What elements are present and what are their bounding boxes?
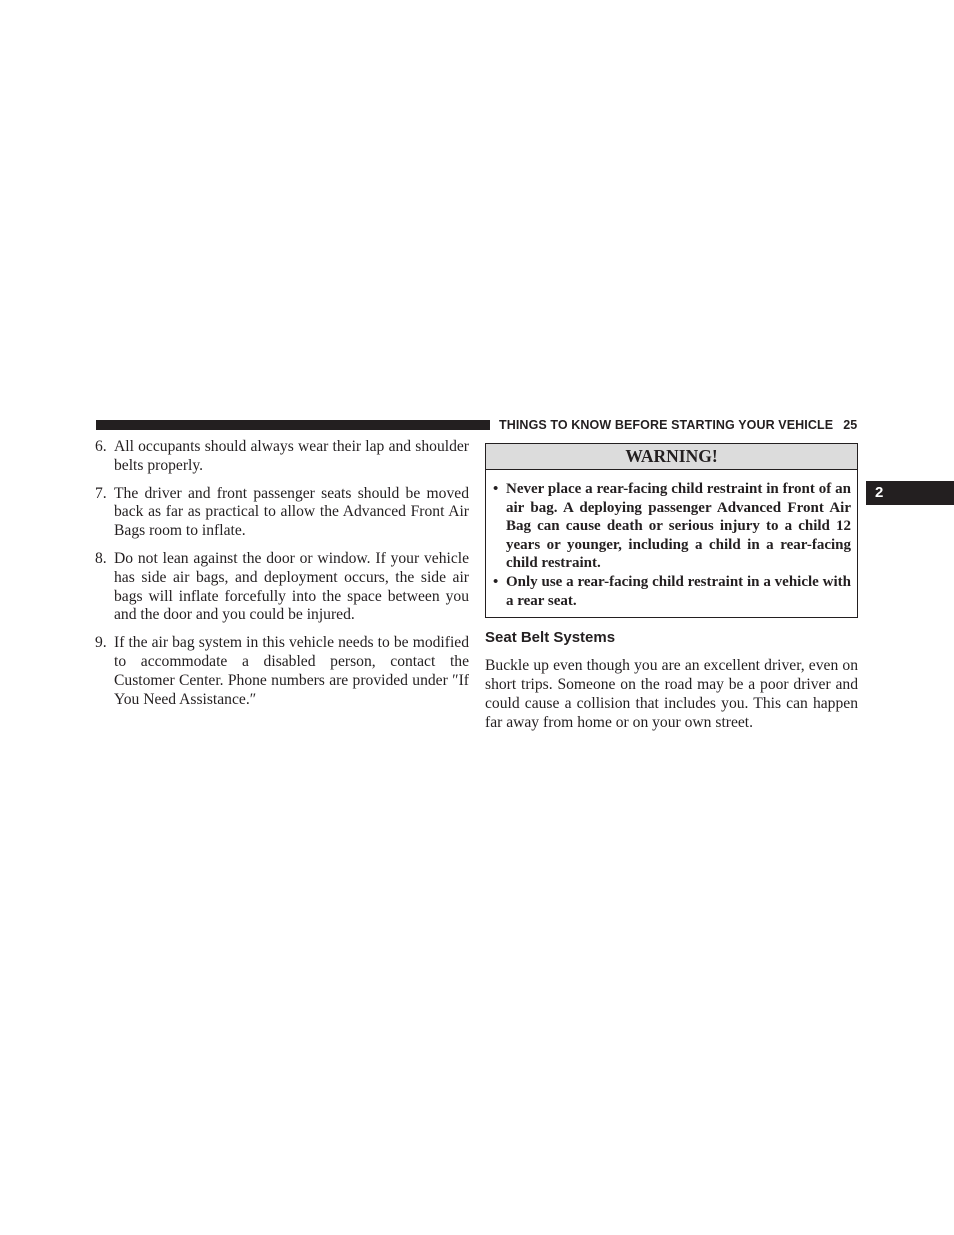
list-item xyxy=(95,438,469,476)
list-item xyxy=(95,550,469,625)
chapter-tab: 2 xyxy=(866,481,954,505)
warning-heading: WARNING! xyxy=(486,444,857,470)
warning-body xyxy=(486,470,857,617)
list-item-number: 6. xyxy=(95,438,107,455)
list-item-number: 9. xyxy=(95,634,107,652)
list-item-number: 8. xyxy=(95,549,107,567)
list-item-number: 7. xyxy=(95,484,107,502)
warning-item-text: Only use a rear-facing child restraint in a vehicle with a rear seat. xyxy=(506,573,851,609)
warning-item xyxy=(493,573,851,610)
header-rule xyxy=(96,420,490,430)
warning-box xyxy=(485,443,858,618)
section-heading: Seat Belt Systems xyxy=(485,629,616,647)
right-column xyxy=(485,443,858,732)
warning-item-text: Never place a rear-facing child restraint in front of an air bag. A deploying passenger Advanced Front Air Bag can cause death or serious injury to a child 12 years or younger, including a child in a rear-facing child restraint. xyxy=(506,481,851,572)
header-title: THINGS TO KNOW BEFORE STARTING YOUR VEHICLE xyxy=(499,418,834,432)
list-item xyxy=(95,485,469,541)
numbered-list xyxy=(95,438,469,718)
running-header xyxy=(499,417,859,433)
list-item-text: The driver and front passenger seats should be moved back as far as practical to allow the Advanced Front Air Bags room to inflate. xyxy=(114,484,469,540)
list-item-text: If the air bag system in this vehicle needs to be modified to accommodate a disabled person, contact the Customer Center. Phone numbers are provided under ″If You Need Assistance.″ xyxy=(114,634,469,708)
list-item-text: Do not lean against the door or window. If your vehicle has side air bags, and deployment occurs, the side air bags will inflate forcefully into the space between you and the door and you could be injured. xyxy=(114,549,469,624)
bullet-icon: • xyxy=(493,573,499,590)
list-item-text: All occupants should always wear their lap and shoulder belts properly. xyxy=(114,438,469,474)
section-paragraph: Buckle up even though you are an excellent driver, even on short trips. Someone on the road may be a poor driver and could cause a collision that includes you. This can happen far away from home or on your own street. xyxy=(485,657,858,731)
bullet-icon: • xyxy=(493,481,499,497)
page-number: 25 xyxy=(843,418,858,432)
warning-item xyxy=(493,480,851,573)
list-item xyxy=(95,634,469,709)
